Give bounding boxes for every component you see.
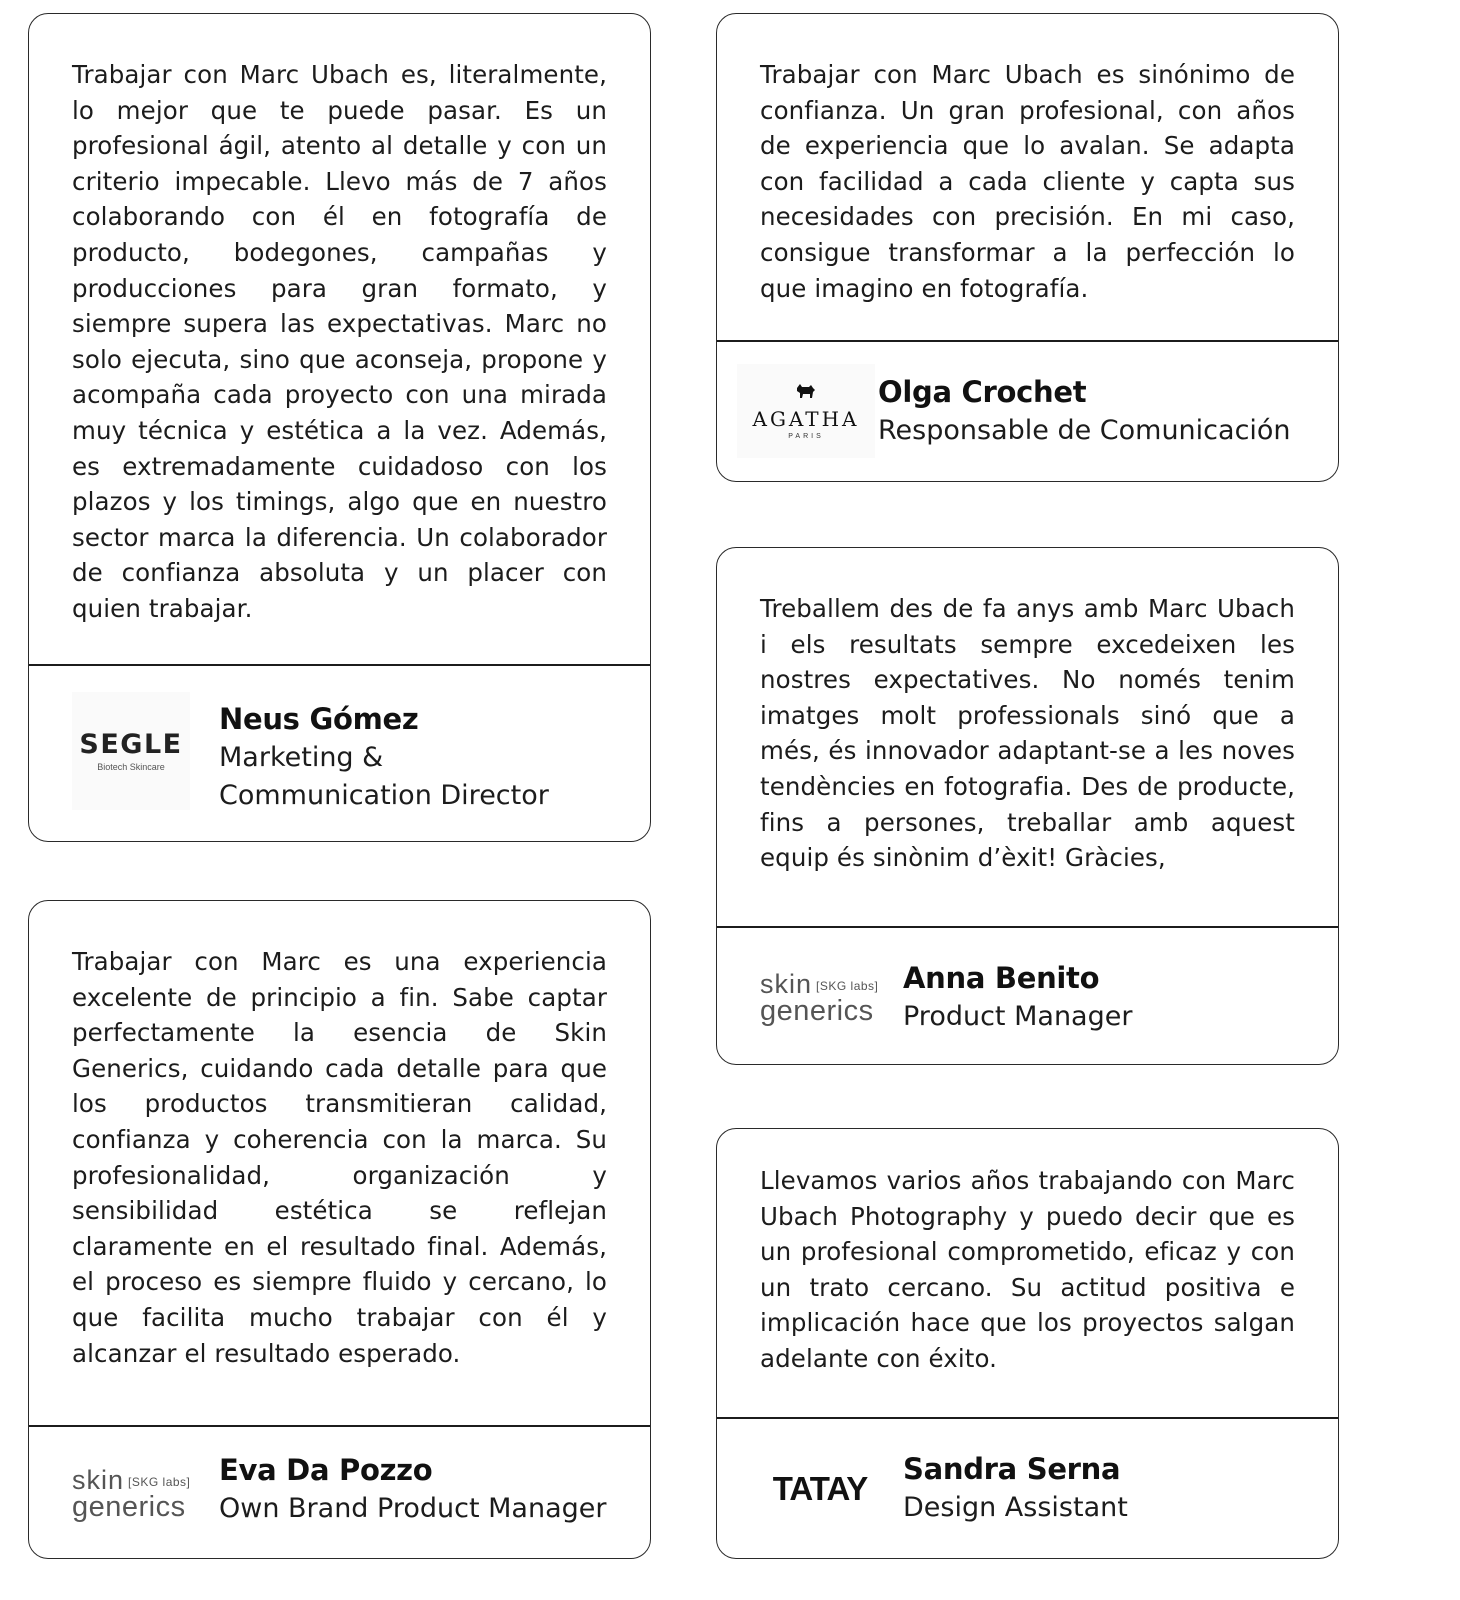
dog-icon [794, 382, 818, 405]
testimonial-card [28, 13, 651, 842]
logo-word-skin: skin [72, 1465, 125, 1496]
testimonial-card [716, 13, 1339, 482]
testimonial-card [716, 547, 1339, 1065]
card-divider [29, 1425, 650, 1427]
logo-tag: [SKG labs] [816, 978, 879, 993]
agatha-logo [737, 364, 875, 458]
segle-logo [72, 692, 190, 810]
logo-tag: [SKG labs] [128, 1474, 191, 1489]
author-block [878, 374, 1328, 450]
testimonial-quote: Treballem des de fa anys amb Marc Ubach i els resultats sempre excedeixen les nostres expectatives. No només tenim imatges molt professionals sinó que a més, és innovador adaptant-se a les noves tendències en fotografia. Des de producte, fins a persones, treballar amb aquest equip és sinònim d’èxit! Gràcies, [760, 594, 1295, 873]
logo-wordmark-bottom: generics [72, 1490, 186, 1523]
testimonial-quote: Trabajar con Marc Ubach es sinónimo de confianza. Un gran profesional, con años de experiencia que lo avalan. Se adapta con facilidad a cada cliente y capta sus necesidades con precisión. En mi caso, consigue transformar a la perfección lo que imagino en fotografía. [760, 60, 1295, 303]
logo-word-skin: skin [760, 969, 813, 1000]
testimonial-quote: Llevamos varios años trabajando con Marc Ubach Photography y puedo decir que es un profesional comprometido, eficaz y con un trato cercano. Su actitud positiva e implicación hace que los proyectos salgan adelante con éxito. [760, 1166, 1295, 1373]
logo-tagline: PARIS [788, 433, 824, 440]
author-name: Olga Crochet [878, 375, 1087, 409]
logo-wordmark-bottom: generics [760, 994, 874, 1027]
tatay-logo [760, 1449, 880, 1529]
logo-wordmark: TATAY [772, 1470, 868, 1507]
card-divider [29, 664, 650, 666]
skin-generics-logo [72, 1459, 212, 1529]
author-name: Sandra Serna [903, 1452, 1121, 1486]
logo-tagline: Biotech Skincare [97, 761, 165, 772]
author-block [219, 1452, 639, 1528]
logo-wordmark: SEGLE [79, 728, 183, 760]
testimonial-card [28, 900, 651, 1559]
card-divider [717, 1417, 1338, 1419]
testimonial-quote: Trabajar con Marc es una experiencia excelente de principio a fin. Sabe captar perfectamente la esencia de Skin Generics, cuidando cada detalle para que los productos transmitieran calidad, confianza y coherencia con la marca. Su profesionalidad, organización y sensibilidad estética se reflejan claramente en el resultado final. Además, el proceso es siempre fluido y cercano, lo que facilita mucho trabajar con él y alcanzar el resultado esperado. [72, 947, 607, 1368]
testimonial-quote: Trabajar con Marc Ubach es, literalmente, lo mejor que te puede pasar. Es un profesional ágil, atento al detalle y con un criterio impecable. Llevo más de 7 años colaborando con él en fotografía de producto, bodegones, campañas y producciones para gran formato, y siempre supera las expectativas. Marc no solo ejecuta, sino que aconseja, propone y acompaña cada proyecto con una mirada muy técnica y estética a la vez. Además, es extremadamente cuidadoso con los plazos y los timings, algo que en nuestro sector marca la diferencia. Un colaborador de confianza absoluta y un placer con quien trabajar. [72, 60, 607, 623]
author-role: Product Manager [903, 1001, 1133, 1032]
skin-generics-logo [760, 963, 900, 1033]
card-divider [717, 926, 1338, 928]
author-block [903, 960, 1323, 1036]
card-divider [717, 340, 1338, 342]
logo-wordmark: AGATHA [752, 407, 860, 431]
author-block [219, 701, 619, 815]
dog-icon-svg [794, 382, 818, 402]
author-role: Responsable de Comunicación [878, 415, 1291, 446]
author-block [903, 1451, 1323, 1527]
author-role: Design Assistant [903, 1492, 1128, 1523]
author-name: Eva Da Pozzo [219, 1453, 433, 1487]
author-name: Anna Benito [903, 961, 1100, 995]
author-role: Marketing & Communication Director [219, 742, 549, 811]
testimonial-card [716, 1128, 1339, 1559]
author-name: Neus Gómez [219, 702, 419, 736]
author-role: Own Brand Product Manager [219, 1493, 607, 1524]
